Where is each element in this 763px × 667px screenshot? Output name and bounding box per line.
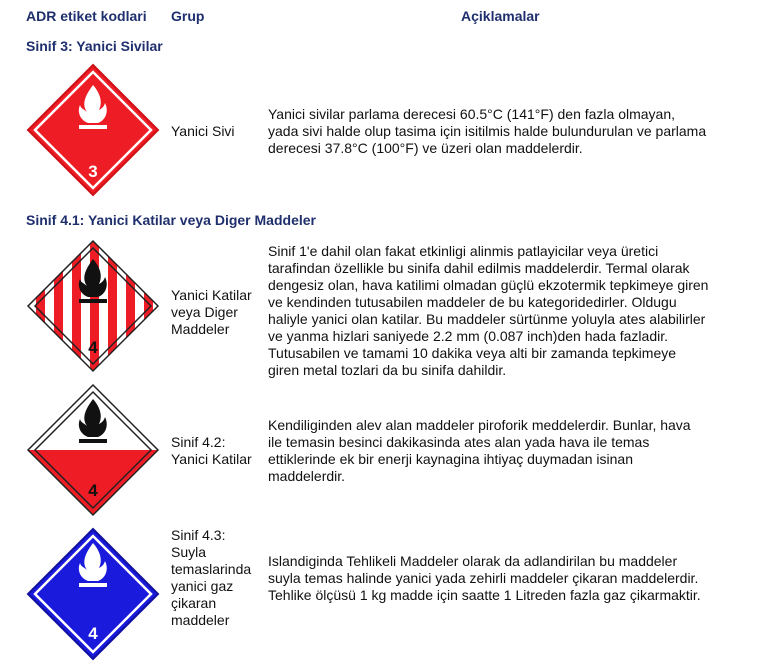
class-number-label: 4 — [88, 481, 98, 500]
column-header-group: Grup — [171, 8, 205, 24]
class-number-label: 4 — [88, 338, 98, 357]
class-number-label: 4 — [88, 624, 98, 643]
section-title-class-3: Sinif 3: Yanici Sivilar — [26, 38, 163, 54]
description-flammable-solids: Sinif 1'e dahil olan fakat etkinligi alinmis patlayicilar veya üretici tarafindan özellikle bu sinifa dahil edilmis maddelerdir. Termal olarak dengesiz olan, hava katilimi olmadan güçlü ekzotermik tepkimeye giren ve kendinden tutusabilen maddeler de bu kategoridedirler. Oldugu haliyle yanici olan katilar. Bu maddeler sürtünme yoluyla ates alabilirler ve yanma hizlari saniyede 2.2 mm (0.087 inch)den hada fazladir. Tutusabilen ve tamami 10 dakika veya alti bir zamanda tepkimeye giren metal tozlari da bu sinifa dahildir. — [268, 243, 709, 378]
description-water-reactive: Islandiginda Tehlikeli Maddeler olarak da adlandirilan bu maddeler suyla temas halinde yanici yada zehirli maddeler çikaran maddelerdir. Tehlike ölçüsü 1 kg madde için saatte 1 Litreden fazla gaz çikarmaktir. — [268, 553, 701, 603]
description-spontaneous-combustion: Kendiliginden alev alan maddeler piroforik meddelerdir. Bunlar, hava ile temasin besinci dakikasinda ates alan yada hava ile temas ettiklerinde ek bir enerji kaynagina ihtiyaç duymadan isinan maddelerdir. — [268, 417, 691, 484]
placard-class-4-2 — [26, 383, 160, 517]
group-label-flammable-solids: Yanici Katilar veya Diger Maddeler — [171, 287, 252, 337]
group-label-spontaneous-combustion: Sinif 4.2: Yanici Katilar — [171, 434, 252, 467]
placard-class-3 — [26, 63, 160, 197]
placard-class-4-3 — [26, 527, 160, 661]
column-header-description: Açiklamalar — [461, 8, 540, 24]
class-number-label: 3 — [88, 162, 98, 181]
description-flammable-liquid: Yanici sivilar parlama derecesi 60.5°C (141°F) den fazla olmayan, yada sivi halde olup tasima için isitilmis halde bulundurulan ve parlama derecesi 37.8°C (100°F) ve üzeri olan maddelerdir. — [268, 106, 707, 156]
column-header-codes: ADR etiket kodlari — [26, 8, 147, 24]
group-label-water-reactive: Sinif 4.3: Suyla temaslarinda yanici gaz çikaran maddeler — [171, 527, 252, 628]
placard-class-4-1 — [26, 239, 160, 373]
section-title-class-4-1: Sinif 4.1: Yanici Katilar veya Diger Maddeler — [26, 212, 316, 228]
group-label-flammable-liquid: Yanici Sivi — [171, 123, 235, 139]
